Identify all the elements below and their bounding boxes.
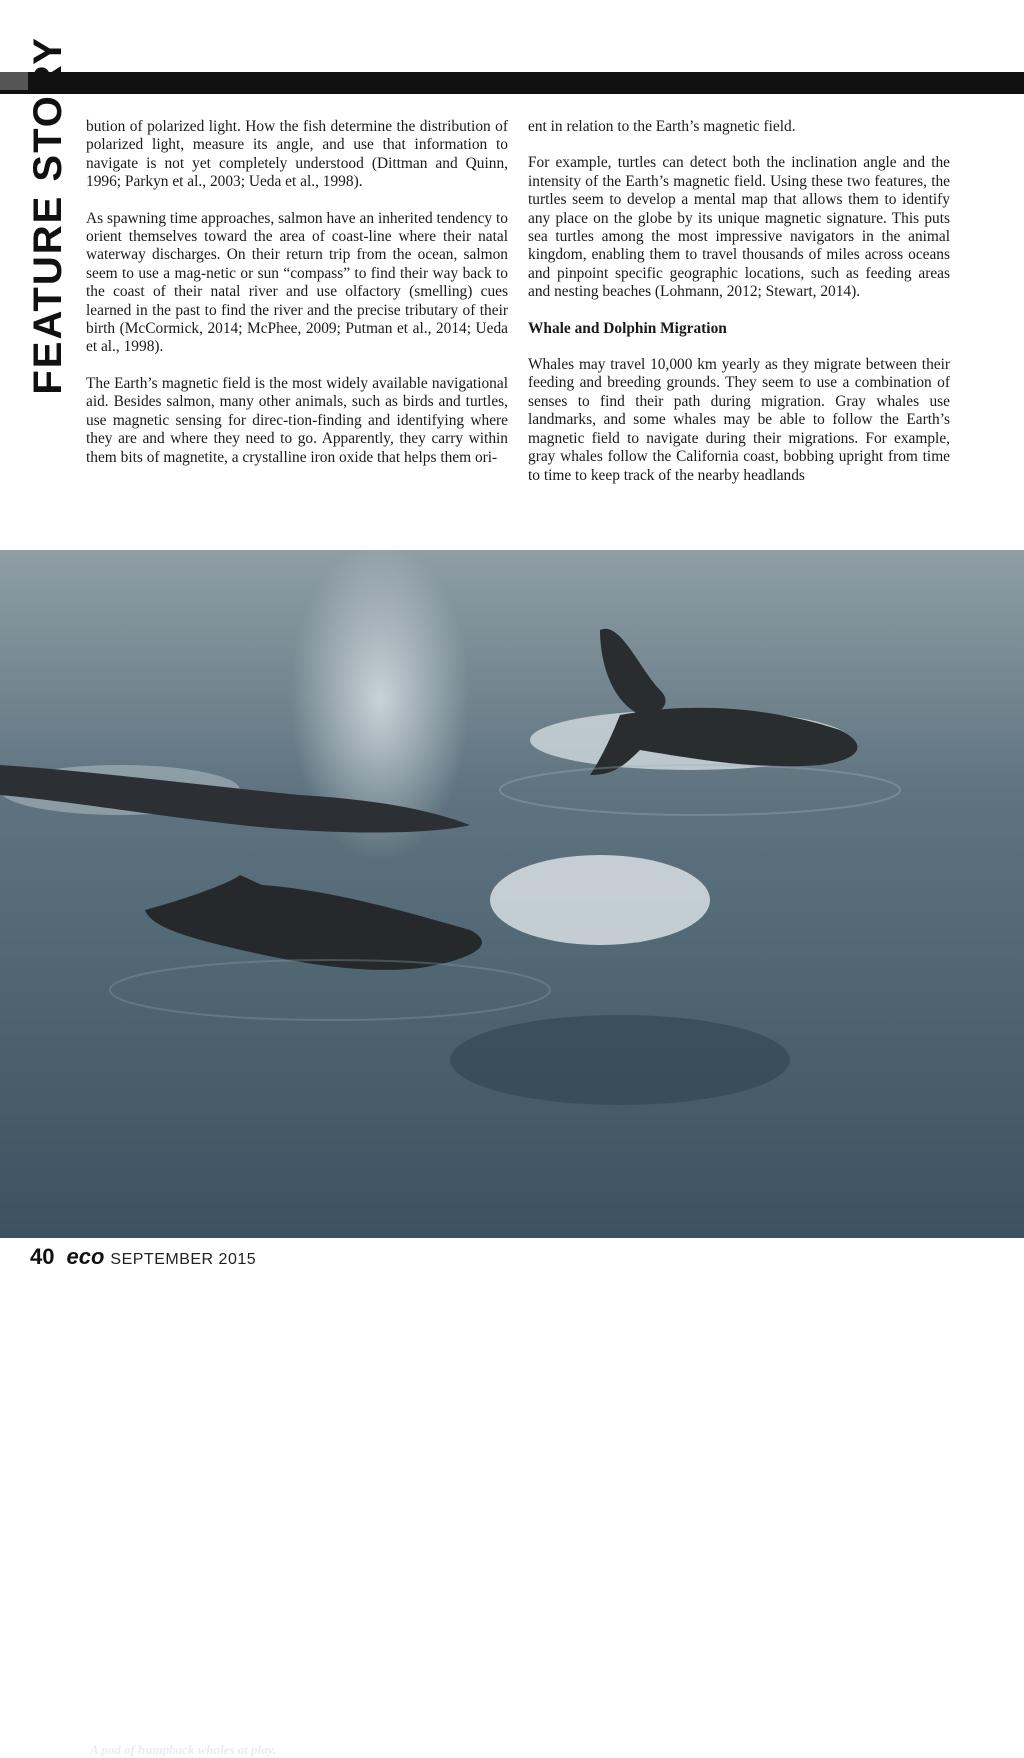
page-number: 40 [30,1244,55,1269]
paragraph: ent in relation to the Earth’s magnetic field. [528,118,796,135]
text-column-left [86,118,508,485]
magazine-logo: eco [66,1244,105,1269]
paragraph: As spawning time approaches, salmon have an inherited tendency to orient themselves toward the area of coast-line where their natal waterway discharges. On their return trip from the ocean, salmon seem to use a mag-netic or sun “compass” to find their way back to the coast of their natal river and use olfactory (smelling) cues learned in the past to find the river and the precise tributary of their birth (McCormick, 2014; McPhee, 2009; Putman et al., 2014; Ueda et al., 1998). [86,209,508,356]
header-bar [0,72,1024,94]
whale-photo-illustration [0,550,1024,1238]
subheading: Whale and Dolphin Migration [528,319,727,337]
paragraph: The Earth’s magnetic field is the most widely available navigational aid. Besides salmon, many other animals, such as birds and turtles, use magnetic sensing for direc-tion-finding and identifying where they are and where they need to go. Apparently, they carry within them bits of magnetite, a crystalline iron oxide that helps them ori- [86,374,508,466]
text-column-right [528,118,950,503]
page-footer [30,1244,256,1274]
issue-date: SEPTEMBER 2015 [110,1251,257,1268]
photo-caption: A pod of humpback whales at play. [90,1742,277,1757]
section-label: FEATURE STORY [26,36,70,395]
paragraph: Whales may travel 10,000 km yearly as they migrate between their feeding and breeding grounds. They seem to use a combination of senses to find their path during migration. Gray whales use landmarks, and some whales may be able to follow the Earth’s magnetic field to navigate during their migrations. For example, gray whales follow the California coast, bobbing upright from time to time to keep track of the nearby headlands [528,356,950,484]
paragraph: bution of polarized light. How the fish determine the distribution of polarized light, measure its angle, and use that information to navigate is not yet completely understood (Dittman and Quinn, 1996; Parkyn et al., 2003; Ueda et al., 1998). [86,118,508,191]
paragraph: For example, turtles can detect both the inclination angle and the intensity of the Earth’s magnetic field. Using these two features, the turtles seem to develop a mental map that allows them to identify any place on the globe by its unique magnetic signature. This puts sea turtles among the most impressive navigators in the animal kingdom, enabling them to travel thousands of miles across oceans and pinpoint specific geographic locations, such as feeding areas and nesting beaches (Lohmann, 2012; Stewart, 2014). [528,154,950,301]
